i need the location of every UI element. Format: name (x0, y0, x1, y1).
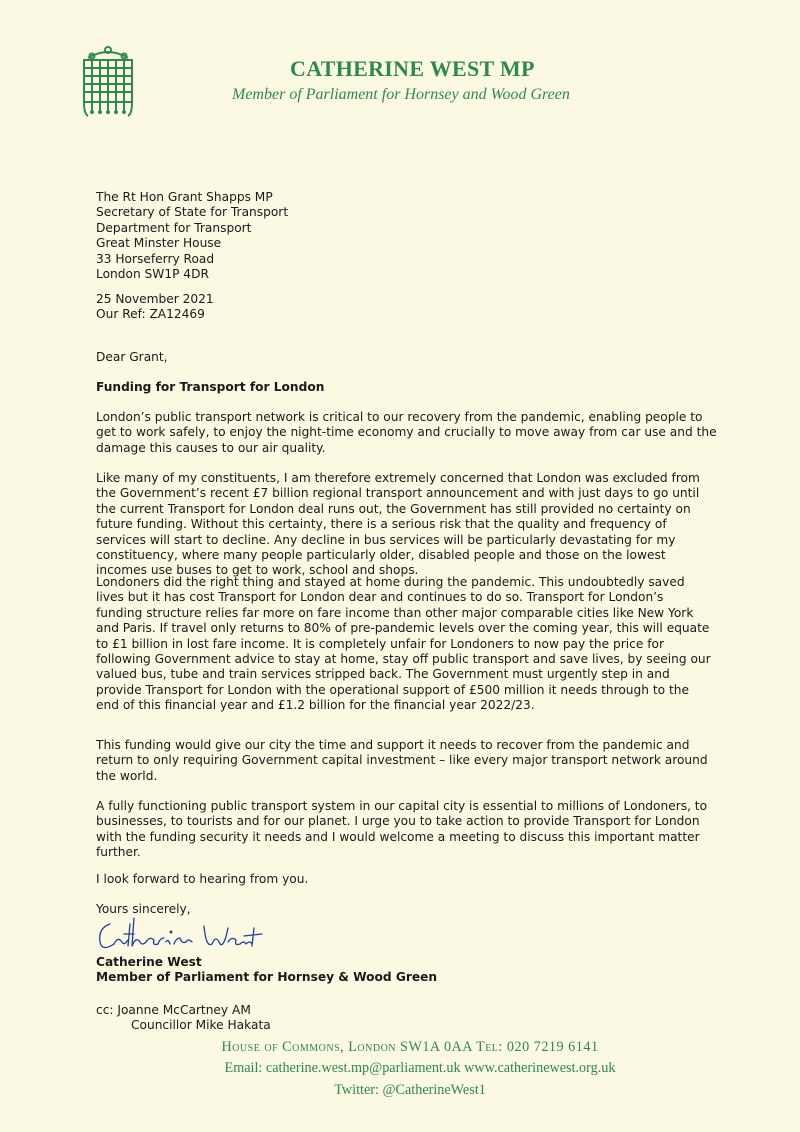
text-line: return to only requiring Government capital investment – like every major transport network around (96, 753, 708, 768)
text-line: following Government advice to stay at home, stay off public transport and save lives, by seeing our (96, 652, 711, 667)
text-line: the current Transport for London deal runs out, the Government has still provided no certainty on (96, 501, 691, 516)
text-line: constituency, where many people particularly older, disabled people and those on the lowest (96, 548, 666, 563)
text-line: get to work safely, to enjoy the night-time economy and crucially to move away from car use and the (96, 425, 717, 440)
text-line: incomes use buses to get to work, school and shops. (96, 563, 419, 578)
text-line: London’s public transport network is critical to our recovery from the pandemic, enabling people to (96, 410, 703, 424)
text-line: and Paris. If travel only returns to 80% of pre-pandemic levels over the coming year, this will equate (96, 621, 710, 636)
signatory-block (96, 955, 708, 986)
address-line: Department for Transport (96, 220, 252, 235)
paragraph (96, 575, 711, 714)
text-line: future funding. Without this certainty, there is a serious risk that the quality and frequency of (96, 517, 667, 532)
signatory-name: Catherine West (96, 955, 202, 969)
salutation: Dear Grant, (96, 350, 168, 364)
text-line: end of this financial year and £1.2 billion for the financial year 2022/23. (96, 698, 535, 713)
text-line: to £1 billion in lost fare income. It is completely unfair for Londoners to now pay the price for (96, 636, 664, 651)
letter-reference: Our Ref: ZA12469 (96, 307, 205, 322)
text-line: funding structure relies far more on fare income than other major comparable cities like New York (96, 605, 694, 620)
footer-contact: Email: catherine.west.mp@parliament.uk www.catherinewest.org.uk (224, 1060, 616, 1076)
footer-twitter: Twitter: @CatherineWest1 (334, 1082, 486, 1098)
text-line: lives but it has cost Transport for London dear and continues to do so. Transport for London’s (96, 590, 664, 605)
cc-line: cc: Joanne McCartney AM (96, 1003, 251, 1017)
text-line: businesses, to tourists and for our planet. I urge you to take action to provide Transport for London (96, 814, 700, 829)
signatory-title: Member of Parliament for Hornsey & Wood Green (96, 970, 438, 985)
address-line: London SW1P 4DR (96, 267, 209, 282)
text-line: Londoners did the right thing and stayed at home during the pandemic. This undoubtedly saved (96, 575, 685, 589)
footer-address: House of Commons, London SW1A 0AA Tel: 020 7219 6141 (221, 1039, 599, 1055)
paragraph (96, 872, 708, 887)
paragraph (96, 799, 708, 861)
portcullis-logo (78, 44, 138, 120)
text-line: the world. (96, 768, 158, 783)
text-line: This funding would give our city the time and support it needs to recover from the pandemic and (96, 738, 690, 752)
text-line: A fully functioning public transport system in our capital city is essential to millions of Londoners, to (96, 799, 708, 813)
handwritten-signature (94, 914, 264, 954)
paragraph (96, 410, 717, 456)
text-line: valued bus, tube and train services stripped back. The Government must urgently step in and (96, 667, 670, 682)
text-line: the Government’s recent £7 billion regional transport announcement and with just days to go until (96, 486, 700, 501)
address-line: Secretary of State for Transport (96, 205, 289, 220)
text-line: I look forward to hearing from you. (96, 872, 309, 886)
text-line: provide Transport for London with the operational support of £500 million it needs through to the (96, 682, 689, 697)
paragraph (96, 738, 708, 784)
text-line: with the funding security it needs and I would welcome a meeting to discuss this important matter (96, 829, 700, 844)
recipient-address (96, 190, 708, 282)
paragraph (96, 471, 708, 579)
letter-date: 25 November 2021 (96, 292, 214, 306)
closing: Yours sincerely, (96, 902, 191, 916)
address-line: Great Minster House (96, 236, 222, 251)
text-line: damage this causes to our air quality. (96, 440, 326, 455)
cc-list (96, 1003, 708, 1034)
letterhead-role: Member of Parliament for Hornsey and Wood Green (232, 86, 570, 103)
address-line: 33 Horseferry Road (96, 251, 215, 266)
date-block (96, 292, 708, 323)
text-line: Like many of my constituents, I am therefore extremely concerned that London was excluded from (96, 471, 700, 485)
text-line: services will start to decline. Any decline in bus services will be particularly devastating for my (96, 532, 676, 547)
cc-line: Councillor Mike Hakata (131, 1018, 271, 1033)
letter-subject: Funding for Transport for London (96, 380, 325, 394)
letterhead-name: CATHERINE WEST MP (290, 56, 535, 81)
address-line: The Rt Hon Grant Shapps MP (96, 190, 273, 204)
text-line: further. (96, 845, 141, 860)
